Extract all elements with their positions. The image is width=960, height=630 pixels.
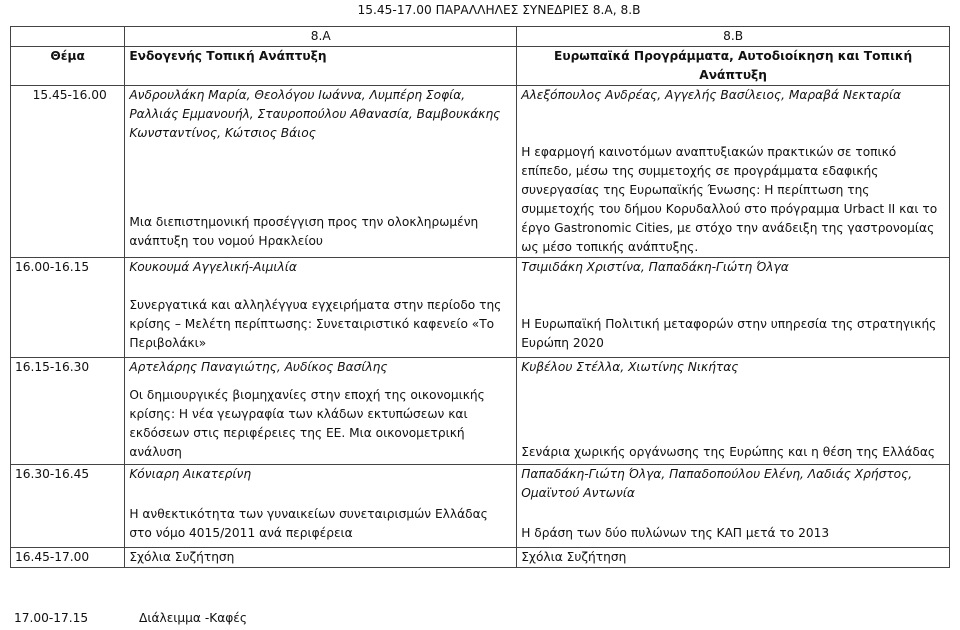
slot-b-title: Η εφαρμογή καινοτόμων αναπτυξιακών πρακτικών σε τοπικό επίπεδο, μέσω της συμμετοχής σε προγράμματα εδαφικής συνεργασίας της Ευρωπαϊκής Ένωσης: Η περίπτωση της συμμετοχής του δήμου Κορυδαλλού στο πρόγραμμα Urbact II και το έργο Gastronomic Cities, με στόχο την ανάδειξη της γαστρονομίας ως μέσο τοπικής ανάπτυξης.: [517, 143, 950, 258]
table-row: [11, 143, 950, 258]
table-row: [11, 548, 950, 568]
break-row: [14, 609, 248, 628]
slot-time: 16.30-16.45: [11, 465, 125, 548]
slot-b-title: Η Ευρωπαϊκή Πολιτική μεταφορών στην υπηρεσία της στρατηγικής Ευρώπη 2020: [517, 296, 950, 358]
slot-b-authors: Κυβέλου Στέλλα, Χιωτίνης Νικήτας: [517, 358, 950, 387]
slot-a-title: Οι δημιουργικές βιομηχανίες στην εποχή της οικονομικής κρίσης: Η νέα γεωγραφία των κλάδων εκτυπώσεων και εκδόσεων στις περιφέρειες της ΕΕ. Μια οικονομετρική ανάλυση: [125, 386, 517, 465]
slot-a-title: Μια διεπιστημονική προσέγγιση προς την ολοκληρωμένη ανάπτυξη του νομού Ηρακλείου: [125, 143, 517, 258]
slot-a-authors: Αρτελάρης Παναγιώτης, Αυδίκος Βασίλης: [125, 358, 517, 387]
page-title: 15.45-17.00 ΠΑΡΑΛΛΗΛΕΣ ΣΥΝΕΔΡΙΕΣ 8.Α, 8.Β: [357, 3, 641, 17]
slot-a-authors: Κόνιαρη Αικατερίνη: [125, 465, 517, 504]
session-a-code: 8.Α: [125, 27, 517, 47]
session-b-theme: Ευρωπαϊκά Προγράμματα, Αυτοδιοίκηση και Τοπική Ανάπτυξη: [517, 47, 950, 86]
schedule-table: [10, 26, 950, 568]
slot-a-title: Συνεργατικά και αλληλέγγυα εγχειρήματα στην περίοδο της κρίσης – Μελέτη περίπτωσης: Συνεταιριστικό καφενείο «Το Περιβολάκι»: [125, 296, 517, 358]
slot-a-authors: Ανδρουλάκη Μαρία, Θεολόγου Ιωάννα, Λυμπέρη Σοφία, Ραλλιάς Εμμανουήλ, Σταυροπούλου Αθανασία, Βαμβουκάκης Κωνσταντίνος, Κώτσιος Βάιος: [125, 86, 517, 144]
table-row: [11, 258, 950, 297]
slot-b-title: Σενάρια χωρικής οργάνωσης της Ευρώπης και η θέση της Ελλάδας: [517, 386, 950, 465]
table-row: [11, 358, 950, 387]
theme-label: Θέμα: [11, 47, 125, 86]
slot-a-discussion: Σχόλια Συζήτηση: [125, 548, 517, 568]
session-a-theme: Ενδογενής Τοπική Ανάπτυξη: [125, 47, 517, 86]
slot-b-discussion: Σχόλια Συζήτηση: [517, 548, 950, 568]
table-row: [11, 86, 950, 144]
session-code-row: [11, 27, 950, 47]
slot-time: 16.00-16.15: [11, 258, 125, 358]
slot-b-authors: Τσιμιδάκη Χριστίνα, Παπαδάκη-Γιώτη Όλγα: [517, 258, 950, 297]
slot-time: 16.45-17.00: [11, 548, 125, 568]
session-b-code: 8.Β: [517, 27, 950, 47]
slot-a-authors: Κουκουμά Αγγελική-Αιμιλία: [125, 258, 517, 297]
slot-a-title: Η ανθεκτικότητα των γυναικείων συνεταιρισμών Ελλάδας στο νόμο 4015/2011 ανά περιφέρεια: [125, 503, 517, 548]
break-time: 17.00-17.15: [14, 611, 89, 625]
slot-b-title: Η δράση των δύο πυλώνων της ΚΑΠ μετά το 2013: [517, 503, 950, 548]
table-row: [11, 386, 950, 465]
theme-row: [11, 47, 950, 86]
table-row: [11, 503, 950, 548]
empty-cell: [11, 27, 125, 47]
table-row: [11, 465, 950, 504]
slot-b-authors: Παπαδάκη-Γιώτη Όλγα, Παπαδοπούλου Ελένη, Λαδιάς Χρήστος, Ομαϊντού Αντωνία: [517, 465, 950, 504]
slot-b-authors: Αλεξόπουλος Ανδρέας, Αγγελής Βασίλειος, Μαραβά Νεκταρία: [517, 86, 950, 144]
table-row: [11, 296, 950, 358]
break-label: Διάλειμμα -Καφές: [139, 611, 248, 625]
slot-time: 15.45-16.00: [11, 86, 125, 258]
slot-time: 16.15-16.30: [11, 358, 125, 465]
